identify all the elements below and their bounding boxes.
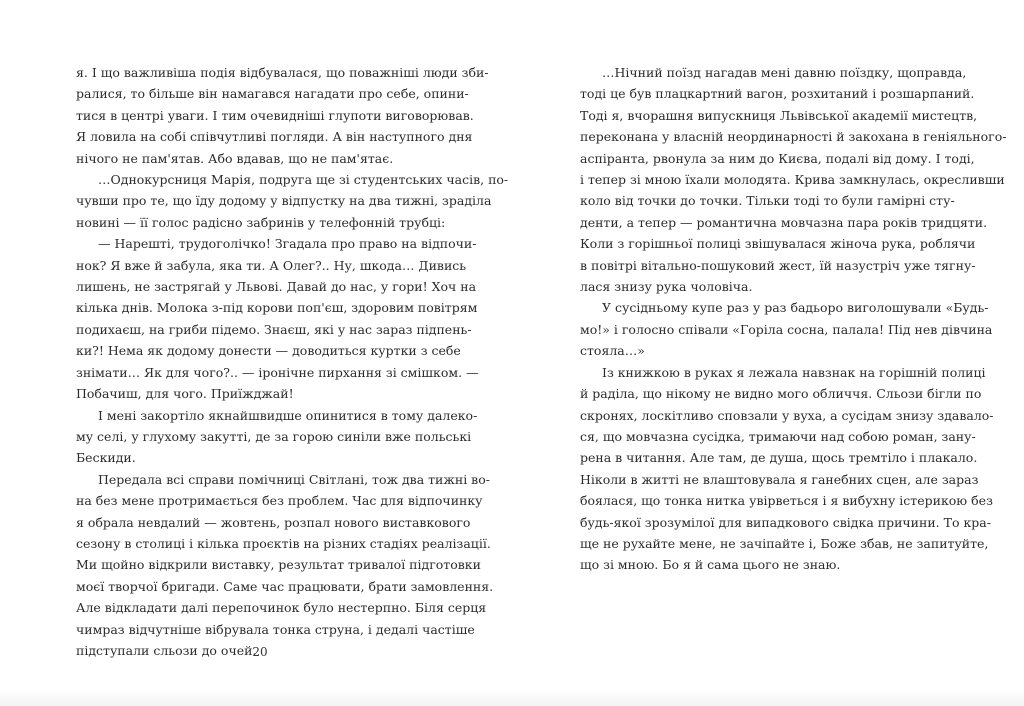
paragraph	[76, 169, 509, 233]
paragraph	[580, 362, 994, 576]
text-line: і тепер зі мною їхали молодята. Крива замкнулась, окресливши	[580, 172, 1005, 188]
text-line: Коли з горішньої полиці звішувалася жіноча рука, роблячи	[580, 236, 976, 252]
text-line: ки?! Нема як додому донести — доводиться куртки з себе	[76, 343, 461, 359]
text-line: рена в читання. Але там, де душа, щось тремтіло і плакало.	[580, 450, 978, 466]
text-line: І мені закортіло якнайшвидше опинитися в тому далеко-	[98, 407, 478, 423]
text-line: …Однокурсниця Марія, подруга ще зі студентських часів, по-	[98, 172, 509, 188]
text-line: подихаєш, на гриби підемо. Знаєш, які у нас зараз підпень-	[76, 321, 472, 337]
text-line: переконана у власній неординарності й закохана в геніяльного-	[580, 129, 1007, 145]
paragraph	[76, 469, 494, 662]
text-line: чувши про те, що їду додому у відпустку на два тижні, зраділа	[76, 193, 492, 209]
text-line: моєї творчої бригади. Саме час працювати, брати замовлення.	[76, 578, 494, 594]
text-line: й раділа, що нікому не видно мого обличчя. Сльози бігли по	[580, 386, 982, 402]
text-line: сезону в столиці і кілька проєктів на різних стадіях реалізації.	[76, 535, 491, 551]
text-line: Тоді я, вчорашня випускниця Львівської академії мистецтв,	[580, 107, 978, 123]
text-line: ралися, то більше він намагався нагадати про себе, опини-	[76, 86, 469, 102]
page-bottom-shadow	[0, 690, 1024, 706]
text-line: У сусідньому купе раз у раз бадьоро виголошували «Будь-	[602, 300, 989, 316]
text-line: — Нарешті, трудоголічко! Згадала про право на відпочи-	[98, 236, 477, 252]
text-line: тоді це був плацкартний вагон, розхитаний і розшарпаний.	[580, 86, 975, 102]
text-line: Я ловила на собі співчутливі погляди. А він наступного дня	[76, 129, 473, 145]
text-line: я. І що важливіша подія відбувалася, що поважніші люди зби-	[76, 65, 489, 80]
paragraph	[76, 405, 478, 469]
text-line: стояла…»	[580, 343, 645, 359]
text-line: будь-якої зрозумілої для випадкового свідка причини. То кра-	[580, 514, 991, 530]
right-page	[580, 62, 1007, 576]
text-line: тися в центрі уваги. І тим очевидніші глупоти виговорював.	[76, 107, 474, 123]
left-page	[76, 62, 509, 661]
paragraph	[580, 62, 1007, 297]
paragraph	[76, 62, 489, 169]
text-line: Але відкладати далі перепочинок було нестерпно. Біля серця	[76, 600, 487, 616]
text-line: аспіранта, рвонула за ним до Києва, подалі від дому. І тоді,	[580, 150, 975, 166]
text-line: кілька днів. Молока з-під корови поп'єш, здоровим повітрям	[76, 300, 478, 316]
text-line: боялася, що тонка нитка увірветься і я вибухну істерикою без	[580, 493, 993, 509]
text-line: чимраз відчутніше вібрувала тонка струна, і дедалі частіше	[76, 621, 475, 637]
paragraph	[76, 233, 479, 404]
text-line: нок? Я вже й забула, яка ти. А Олег?.. Ну, шкода… Дивись	[76, 257, 467, 273]
text-line: Бескиди.	[76, 450, 136, 466]
text-line: мо!» і голосно співали «Горіла сосна, палала! Під нев дівчина	[580, 321, 993, 337]
text-line: нічого не пам'ятав. Або вдавав, що не пам'ятає.	[76, 150, 394, 166]
text-line: в повітрі вітально-пошуковий жест, їй назустріч уже тягну-	[580, 257, 976, 273]
text-line: лася знизу рука чоловіча.	[580, 279, 753, 295]
text-line: Побачиш, для чого. Приїжджай!	[76, 386, 294, 402]
text-line: ще не рухайте мене, не зачіпайте і, Боже збав, не запитуйте,	[580, 535, 989, 551]
text-line: що зі мною. Бо я й сама цього не знаю.	[580, 557, 841, 573]
text-line: Із книжкою в руках я лежала навзнак на горішній полиці	[602, 364, 986, 380]
text-line: лишень, не застрягай у Львові. Давай до нас, у гори! Хоч на	[76, 279, 477, 295]
text-line: денти, а тепер — романтична мовчазна пара років тридцяти.	[580, 214, 988, 230]
text-line: новині — її голос радісно забринів у телефонній трубці:	[76, 214, 446, 230]
text-line: скронях, лоскітливо сповзали у вуха, а сусідам знизу здавало-	[580, 407, 994, 423]
text-line: коло від точки до точки. Тільки тоді то були гамірні сту-	[580, 193, 955, 209]
paragraph	[580, 297, 993, 361]
text-line: я обрала невдалий — жовтень, розпал нового виставкового	[76, 514, 471, 530]
text-line: на без мене протримається без проблем. Час для відпочинку	[76, 493, 483, 509]
text-line: Ніколи в житті не влаштовувала я ганебних сцен, але зараз	[580, 471, 979, 487]
text-line: ся, що мовчазна сусідка, тримаючи над собою роман, зану-	[580, 428, 976, 444]
text-line: підступали сльози до очей.	[76, 642, 257, 658]
text-line: …Нічний поїзд нагадав мені давню поїздку, щоправда,	[602, 65, 967, 80]
page-number: 20	[252, 645, 268, 659]
text-line: Передала всі справи помічниці Світлані, тож два тижні во-	[98, 471, 490, 487]
text-line: знімати… Як для чого?.. — іронічне пирхання зі смішком. —	[76, 364, 479, 380]
text-line: Ми щойно відкрили виставку, результат тривалої підготовки	[76, 557, 481, 573]
text-line: му селі, у глухому закутті, де за горою синіли вже польські	[76, 428, 472, 444]
